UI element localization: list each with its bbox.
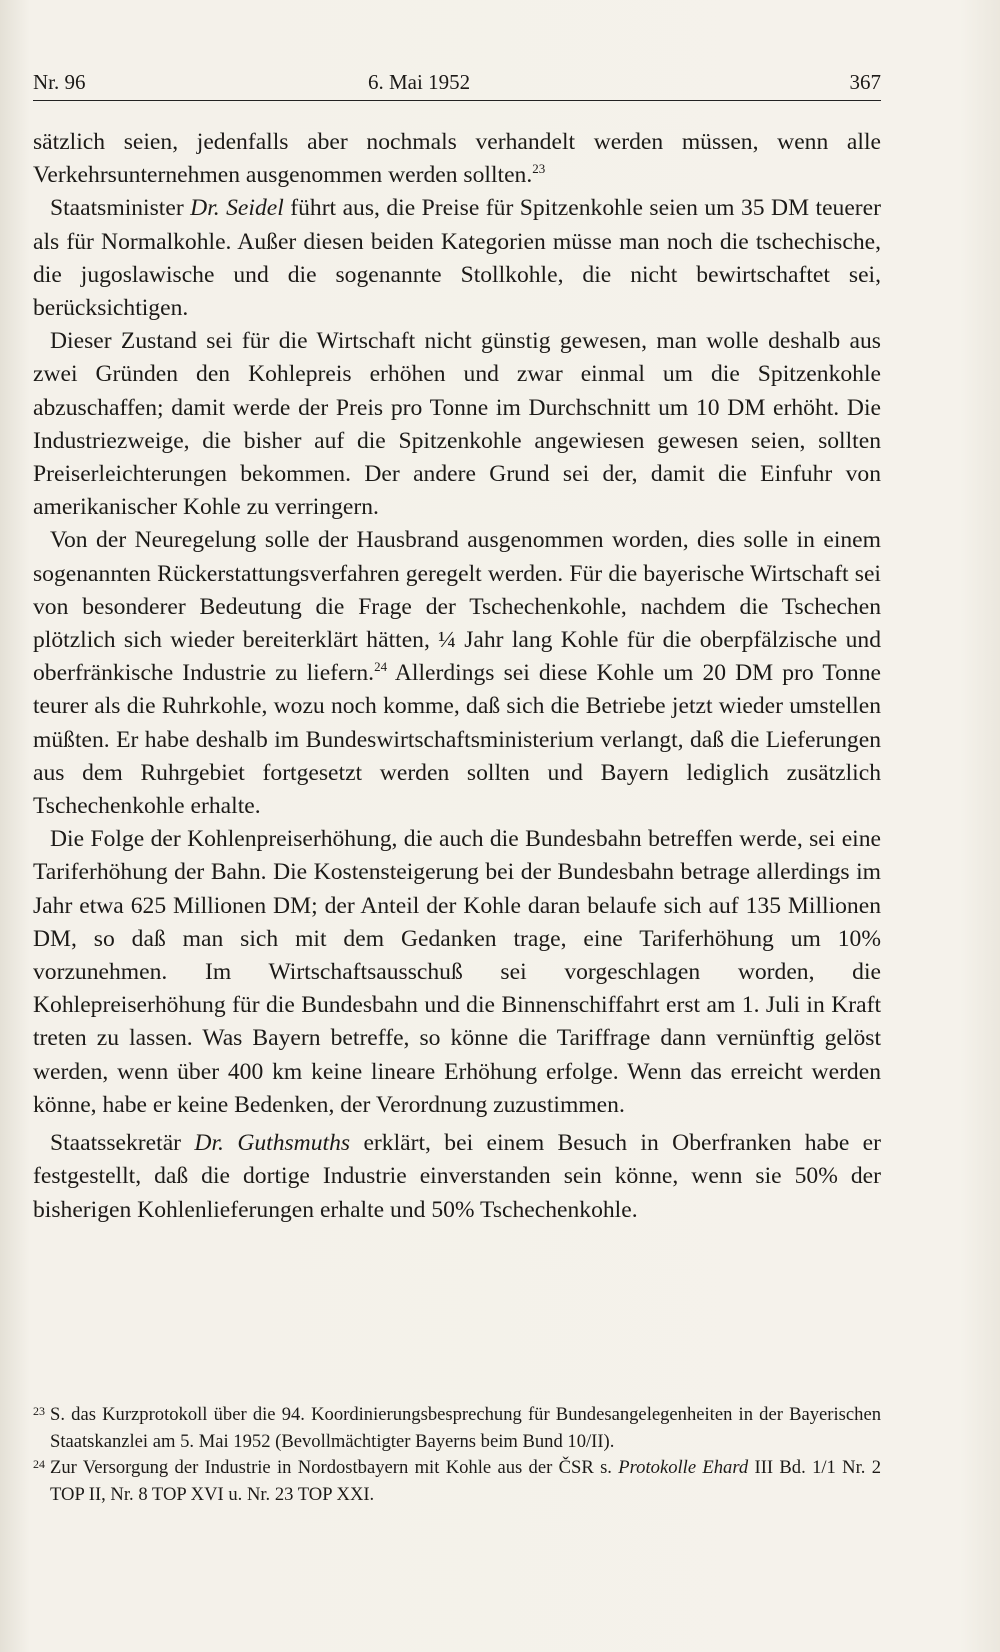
main-text [33,126,881,1227]
issue-number: Nr. 96 [33,70,86,94]
footnote-24-tail: III Bd. 1/1 Nr. 2 TOP II, Nr. 8 TOP XVI u. Nr. 23 TOP XXI. [50,1457,881,1505]
footnote-ref-23: 23 [532,161,546,177]
paragraph-5 [33,823,881,1122]
page-header [33,66,881,101]
paragraph-2-text: führt aus, die Preise für Spitzenkohle seien um 35 DM teuerer als für Normalkohle. Außer diesen beiden Kategorien müsse man noch die tschechische, die jugoslawische und die sogenannte Stollkohle, die nicht bewirtschaftet sei, berücksichtigen. [33,195,881,322]
document-date: 6. Mai 1952 [368,70,471,94]
paragraph-3-text: Dieser Zustand sei für die Wirtschaft nicht günstig gewesen, man wolle deshalb aus zwei Gründen den Kohlepreis erhöhen und zwar einmal um die Spitzenkohle abzuschaffen; damit werde der Preis pro Tonne im Durchschnitt um 10 DM erhöht. Die Industriezweige, die bisher auf die Spitzenkohle angewiesen gewesen seien, sollten Preiserleichterungen bekommen. Der andere Grund sei der, damit die Einfuhr von amerikanischer Kohle zu verringern. [33,328,881,521]
footnote-24-lead: Zur Versorgung der Industrie in Nordostbayern mit Kohle aus der ČSR s. [50,1457,619,1478]
paragraph-2 [33,192,881,325]
paragraph-3 [33,325,881,524]
paragraph-2-lead: Staatsminister [50,195,191,222]
footnotes [33,1402,881,1508]
paragraph-1 [33,126,881,192]
paragraph-4 [33,524,881,823]
paragraph-4-text-b: Allerdings sei diese Kohle um 20 DM pro Tonne teurer als die Ruhrkohle, wozu noch komme, daß sich die Betriebe jetzt wieder umstellen müßten. Er habe deshalb im Bundeswirtschaftsministerium verlangt, daß die Lieferungen aus dem Ruhrgebiet fortgesetzt werden sollten und Bayern lediglich zusätzlich Tschechenkohle erhalte. [33,660,881,820]
speaker-name-guthsmuths: Dr. Guthsmuths [194,1130,351,1157]
footnote-23: 23 S. das Kurzprotokoll über die 94. Koordinierungsbesprechung für Bundesangelegenheiten in der Bayerischen Staatskanzlei am 5. Mai 1952 (Bevollmächtigter Bayerns beim Bund 10/II). [33,1404,881,1452]
paragraph-6-lead: Staatssekretär [50,1130,195,1157]
speaker-name-seidel: Dr. Seidel [190,195,284,222]
paragraph-6 [33,1127,881,1227]
page-number: 367 [849,70,881,94]
footnote-23-text: S. das Kurzprotokoll über die 94. Koordinierungsbesprechung für Bundesangelegenheiten in der Bayerischen Staatskanzlei am 5. Mai 1952 (Bevollmächtigter Bayerns beim Bund 10/II). [50,1404,881,1452]
paragraph-1-text: sätzlich seien, jedenfalls aber nochmals verhandelt werden müssen, wenn alle Verkehrsunternehmen ausgenommen werden sollten. [33,129,881,189]
paragraph-4-text-a: Von der Neuregelung solle der Hausbrand ausgenommen worden, dies solle in einem sogenannten Rückerstattungsverfahren geregelt werden. Für die bayerische Wirtschaft sei von besonderer Bedeutung die Frage der Tschechenkohle, nachdem die Tschechen plötzlich sich wieder bereiterklärt hätten, ¼ Jahr lang Kohle für die oberpfälzische und oberfränkische Industrie zu liefern. [33,527,881,687]
paragraph-6-text: erklärt, bei einem Besuch in Oberfranken habe er festgestellt, daß die dortige Industrie einverstanden sein könne, wenn sie 50% der bisherigen Kohlenlieferungen erhalte und 50% Tschechenkohle. [33,1130,882,1223]
footnote-24-title: Protokolle Ehard [618,1457,749,1478]
footnote-24: 24 Zur Versorgung der Industrie in Nordostbayern mit Kohle aus der ČSR s. Protokolle Ehard III Bd. 1/1 Nr. 2 TOP II, Nr. 8 TOP XVI u. Nr. 23 TOP XXI. [33,1457,881,1505]
paragraph-5-text: Die Folge der Kohlenpreiserhöhung, die auch die Bundesbahn betreffen werde, sei eine Tariferhöhung der Bahn. Die Kostensteigerung bei der Bundesbahn betrage allerdings im Jahr etwa 625 Millionen DM; der Anteil der Kohle daran belaufe sich auf 135 Millionen DM, so daß man sich mit dem Gedanken trage, eine Tariferhöhung um 10% vorzunehmen. Im Wirtschaftsausschuß sei vorgeschlagen worden, die Kohlepreiserhöhung für die Bundesbahn und die Binnenschiffahrt erst am 1. Juli in Kraft treten zu lassen. Was Bayern betreffe, so könne die Tariffrage dann vernünftig gelöst werden, wenn über 400 km keine lineare Erhöhung erfolge. Wenn das erreicht werden könne, habe er keine Bedenken, der Verordnung zuzustimmen. [33,826,881,1118]
footnote-ref-24: 24 [374,659,388,675]
